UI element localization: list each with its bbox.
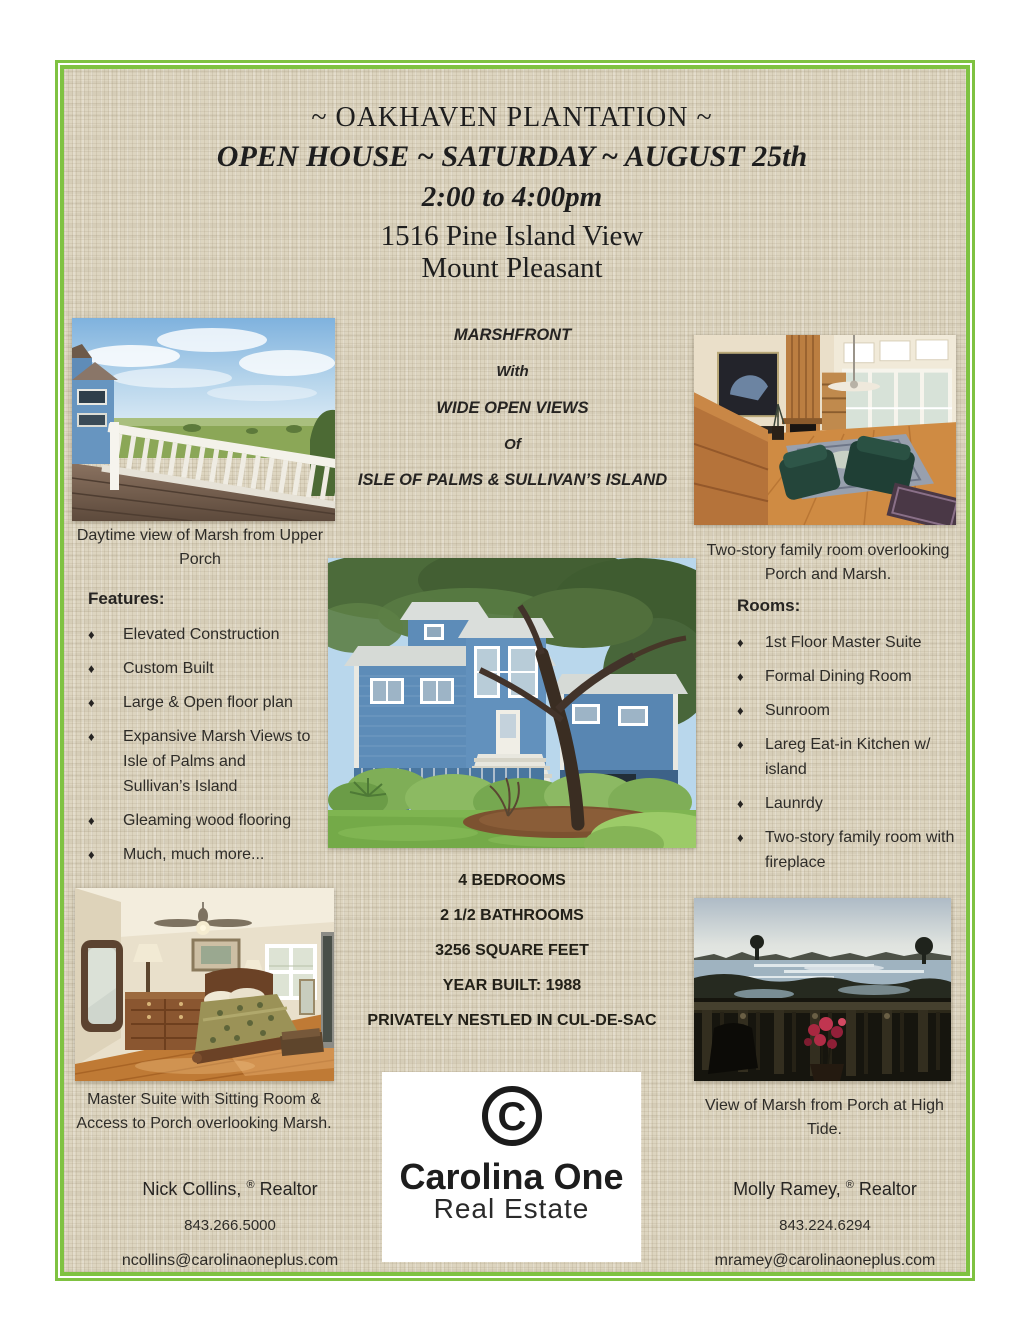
diamond-bullet-icon: ♦ (88, 729, 95, 744)
tagline-islands: ISLE OF PALMS & SULLIVAN’S ISLAND (357, 471, 668, 489)
features-list (88, 622, 318, 876)
photo-upper-porch-marsh (72, 318, 335, 521)
diamond-bullet-icon: ♦ (737, 737, 744, 752)
property-stats (312, 870, 712, 1045)
photo-marsh-high-tide (694, 898, 951, 1081)
diamond-bullet-icon: ♦ (88, 627, 95, 642)
photo-house-exterior (328, 558, 696, 848)
room-item: Formal Dining Room (765, 668, 912, 685)
diamond-bullet-icon: ♦ (737, 635, 744, 650)
room-item: Sunroom (765, 702, 830, 719)
diamond-bullet-icon: ♦ (88, 695, 95, 710)
diamond-bullet-icon: ♦ (737, 796, 744, 811)
room-item: Two-story family room with fireplace (765, 829, 955, 871)
list-item (88, 842, 318, 867)
diamond-bullet-icon: ♦ (88, 813, 95, 828)
logo-division: Real Estate (433, 1193, 590, 1224)
event-time: 2:00 to 4:00pm (421, 181, 603, 213)
list-item (88, 690, 318, 715)
rooms-title: Rooms: (737, 596, 801, 615)
feature-item: Large & Open floor plan (123, 694, 293, 711)
diamond-bullet-icon: ♦ (737, 703, 744, 718)
circle-c-emblem-icon (480, 1084, 544, 1148)
address-street: 1516 Pine Island View (380, 220, 644, 252)
list-item (737, 791, 963, 816)
caption-family-room: Two-story family room overlooking Porch and Marsh. (706, 542, 950, 583)
feature-item: Expansive Marsh Views to Isle of Palms and Sullivan’s Island (123, 728, 311, 795)
list-item (88, 724, 318, 799)
agent-right-email: mramey@carolinaoneplus.com (714, 1252, 936, 1269)
stat-square-feet: 3256 SQUARE FEET (435, 942, 589, 959)
list-item (737, 698, 963, 723)
tagline-of: Of (504, 436, 521, 453)
feature-item: Much, much more... (123, 846, 265, 863)
list-item (737, 732, 963, 782)
tagline-wide-open-views: WIDE OPEN VIEWS (436, 399, 589, 417)
carolina-one-logo (382, 1072, 641, 1262)
room-item: Launrdy (765, 795, 823, 812)
rooms-list (737, 630, 963, 884)
caption-master-suite: Master Suite with Sitting Room & Access to Porch overlooking Marsh. (76, 1091, 332, 1132)
diamond-bullet-icon: ♦ (737, 830, 744, 845)
feature-item: Gleaming wood flooring (123, 812, 292, 829)
photo-master-suite (75, 888, 334, 1081)
registered-mark: ® (246, 1179, 255, 1191)
room-item: Lareg Eat-in Kitchen w/ island (765, 736, 931, 778)
diamond-bullet-icon: ♦ (88, 847, 95, 862)
list-item (737, 825, 963, 875)
community-name: ~ OAKHAVEN PLANTATION ~ (311, 102, 713, 133)
features-title: Features: (88, 589, 165, 608)
tagline-with: With (496, 363, 529, 380)
caption-upper-porch: Daytime view of Marsh from Upper Porch (76, 527, 324, 568)
stat-bedrooms: 4 BEDROOMS (458, 872, 566, 889)
caption-marsh-high-tide: View of Marsh from Porch at High Tide. (705, 1097, 944, 1138)
svg-text:C: C (497, 1095, 526, 1139)
stat-bathrooms: 2 1/2 BATHROOMS (440, 907, 584, 924)
list-item (737, 630, 963, 655)
feature-item: Elevated Construction (123, 626, 280, 643)
agent-left-email: ncollins@carolinaoneplus.com (121, 1252, 339, 1269)
diamond-bullet-icon: ♦ (88, 661, 95, 676)
agent-left-name: Nick Collins, ® Realtor (142, 1179, 318, 1199)
list-item (737, 664, 963, 689)
agent-left-phone: 843.266.5000 (184, 1217, 276, 1234)
stat-cul-de-sac: PRIVATELY NESTLED IN CUL-DE-SAC (367, 1012, 657, 1029)
diamond-bullet-icon: ♦ (737, 669, 744, 684)
stat-year-built: YEAR BUILT: 1988 (442, 977, 582, 994)
address-city: Mount Pleasant (421, 252, 603, 284)
agent-right-name: Molly Ramey, ® Realtor (733, 1179, 917, 1199)
registered-mark: ® (845, 1179, 854, 1191)
photo-family-room (694, 335, 956, 525)
agent-right-phone: 843.224.6294 (779, 1217, 871, 1234)
list-item (88, 622, 318, 647)
list-item (88, 808, 318, 833)
tagline-marshfront: MARSHFRONT (453, 326, 572, 344)
logo-brand-name: Carolina One (399, 1156, 624, 1197)
feature-item: Custom Built (123, 660, 214, 677)
room-item: 1st Floor Master Suite (765, 634, 922, 651)
open-house-line: OPEN HOUSE ~ SATURDAY ~ AUGUST 25th (216, 140, 808, 173)
list-item (88, 656, 318, 681)
